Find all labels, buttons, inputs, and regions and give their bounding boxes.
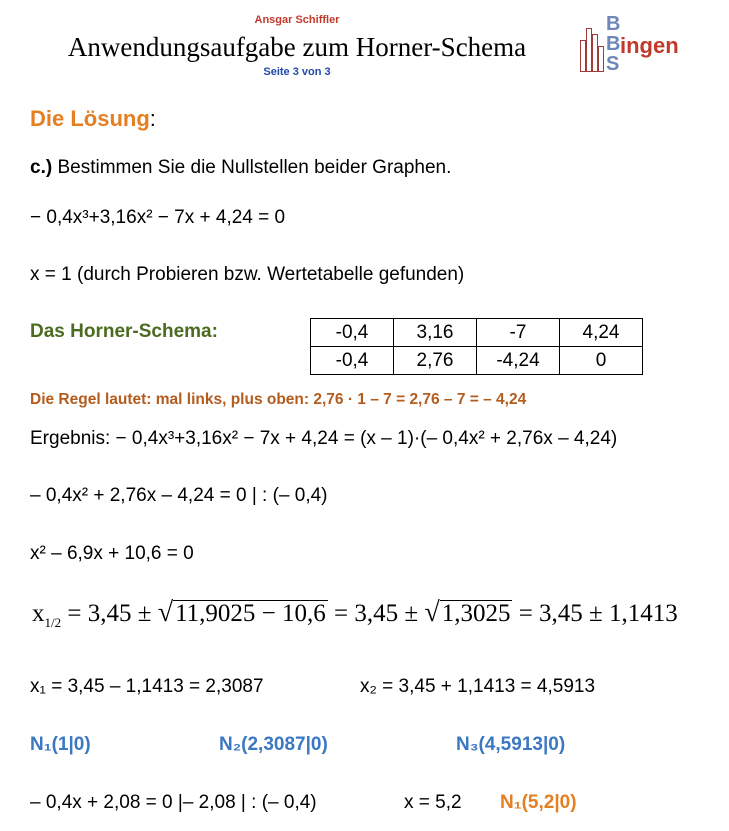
page-title: Anwendungsaufgabe zum Horner-Schema	[67, 32, 527, 62]
zero-n2: N₂(2,3087|0)	[219, 734, 328, 755]
horner-cell: 3,16	[394, 319, 477, 347]
zero-n3: N₃(4,5913|0)	[456, 734, 566, 755]
sqrt-2	[424, 597, 512, 628]
sqrt-1	[157, 597, 328, 628]
horner-row	[311, 347, 643, 375]
solution-heading-colon: :	[149, 106, 156, 131]
logo-letter-b2: B	[606, 33, 621, 55]
page-number: Seite 3 von 3	[263, 66, 331, 78]
logo-word: ingen	[620, 33, 679, 58]
normal-form: x² – 6,9x + 10,6 = 0	[30, 543, 194, 564]
horner-label: Das Horner-Schema:	[30, 321, 218, 342]
pq-formula	[32, 597, 678, 631]
horner-cell: 2,76	[394, 347, 477, 375]
logo-bars-icon	[580, 28, 604, 72]
author: Ansgar Schiffler	[254, 14, 340, 26]
horner-cell: -7	[477, 319, 560, 347]
solution-heading-text: Die Lösung	[30, 106, 150, 131]
task-line	[30, 157, 451, 179]
bbs-bingen-logo	[580, 14, 700, 76]
horner-cell: 0	[560, 347, 643, 375]
radicand-2: 1,3025	[441, 600, 511, 627]
linear-equation: – 0,4x + 2,08 = 0 |– 2,08 | : (– 0,4)	[30, 792, 317, 813]
pq-subscript: 1/2	[44, 615, 62, 630]
pq-variable: x	[32, 600, 45, 627]
rule-label: Die Regel lautet: mal links, plus oben:	[30, 391, 314, 408]
horner-row	[311, 319, 643, 347]
rule-example: 2,76 · 1 – 7 = 2,76 – 7 = – 4,24	[313, 391, 527, 408]
radicand-1: 11,9025 − 10,6	[175, 600, 326, 627]
task-text: Bestimmen Sie die Nullstellen beider Graphen.	[52, 157, 452, 178]
task-label: c.)	[30, 157, 53, 178]
logo-letter-s: S	[606, 53, 620, 75]
rule-line	[30, 391, 526, 409]
radical-icon: √	[157, 597, 174, 628]
cubic-equation: − 0,4x³+3,16x² − 7x + 4,24 = 0	[30, 207, 286, 228]
radical-icon: √	[424, 597, 440, 628]
zero-n1: N₁(1|0)	[30, 734, 91, 755]
result-line: Ergebnis: − 0,4x³+3,16x² − 7x + 4,24 = (x – 1)·(– 0,4x² + 2,76x – 4,24)	[30, 428, 618, 449]
horner-cell: -4,24	[477, 347, 560, 375]
horner-cell: -0,4	[311, 319, 394, 347]
pq-mid: = 3,45 ±	[327, 600, 425, 627]
horner-cell: -0,4	[311, 347, 394, 375]
solution-heading	[30, 106, 156, 132]
pq-rhs: = 3,45 ± 1,1413	[512, 600, 678, 627]
horner-table	[310, 318, 643, 375]
horner-cell: 4,24	[560, 319, 643, 347]
solution-x1: x₁ = 3,45 – 1,1413 = 2,3087	[30, 676, 264, 697]
pq-lhs: = 3,45 ±	[61, 600, 158, 627]
linear-zero: N₁(5,2|0)	[500, 792, 577, 813]
logo-letter-b1: B	[606, 13, 621, 35]
linear-solution: x = 5,2	[404, 792, 462, 813]
division-step: – 0,4x² + 2,76x – 4,24 = 0 | : (– 0,4)	[30, 485, 328, 506]
guess-line: x = 1 (durch Probieren bzw. Wertetabelle gefunden)	[30, 264, 465, 285]
solution-x2: x₂ = 3,45 + 1,1413 = 4,5913	[360, 676, 596, 697]
